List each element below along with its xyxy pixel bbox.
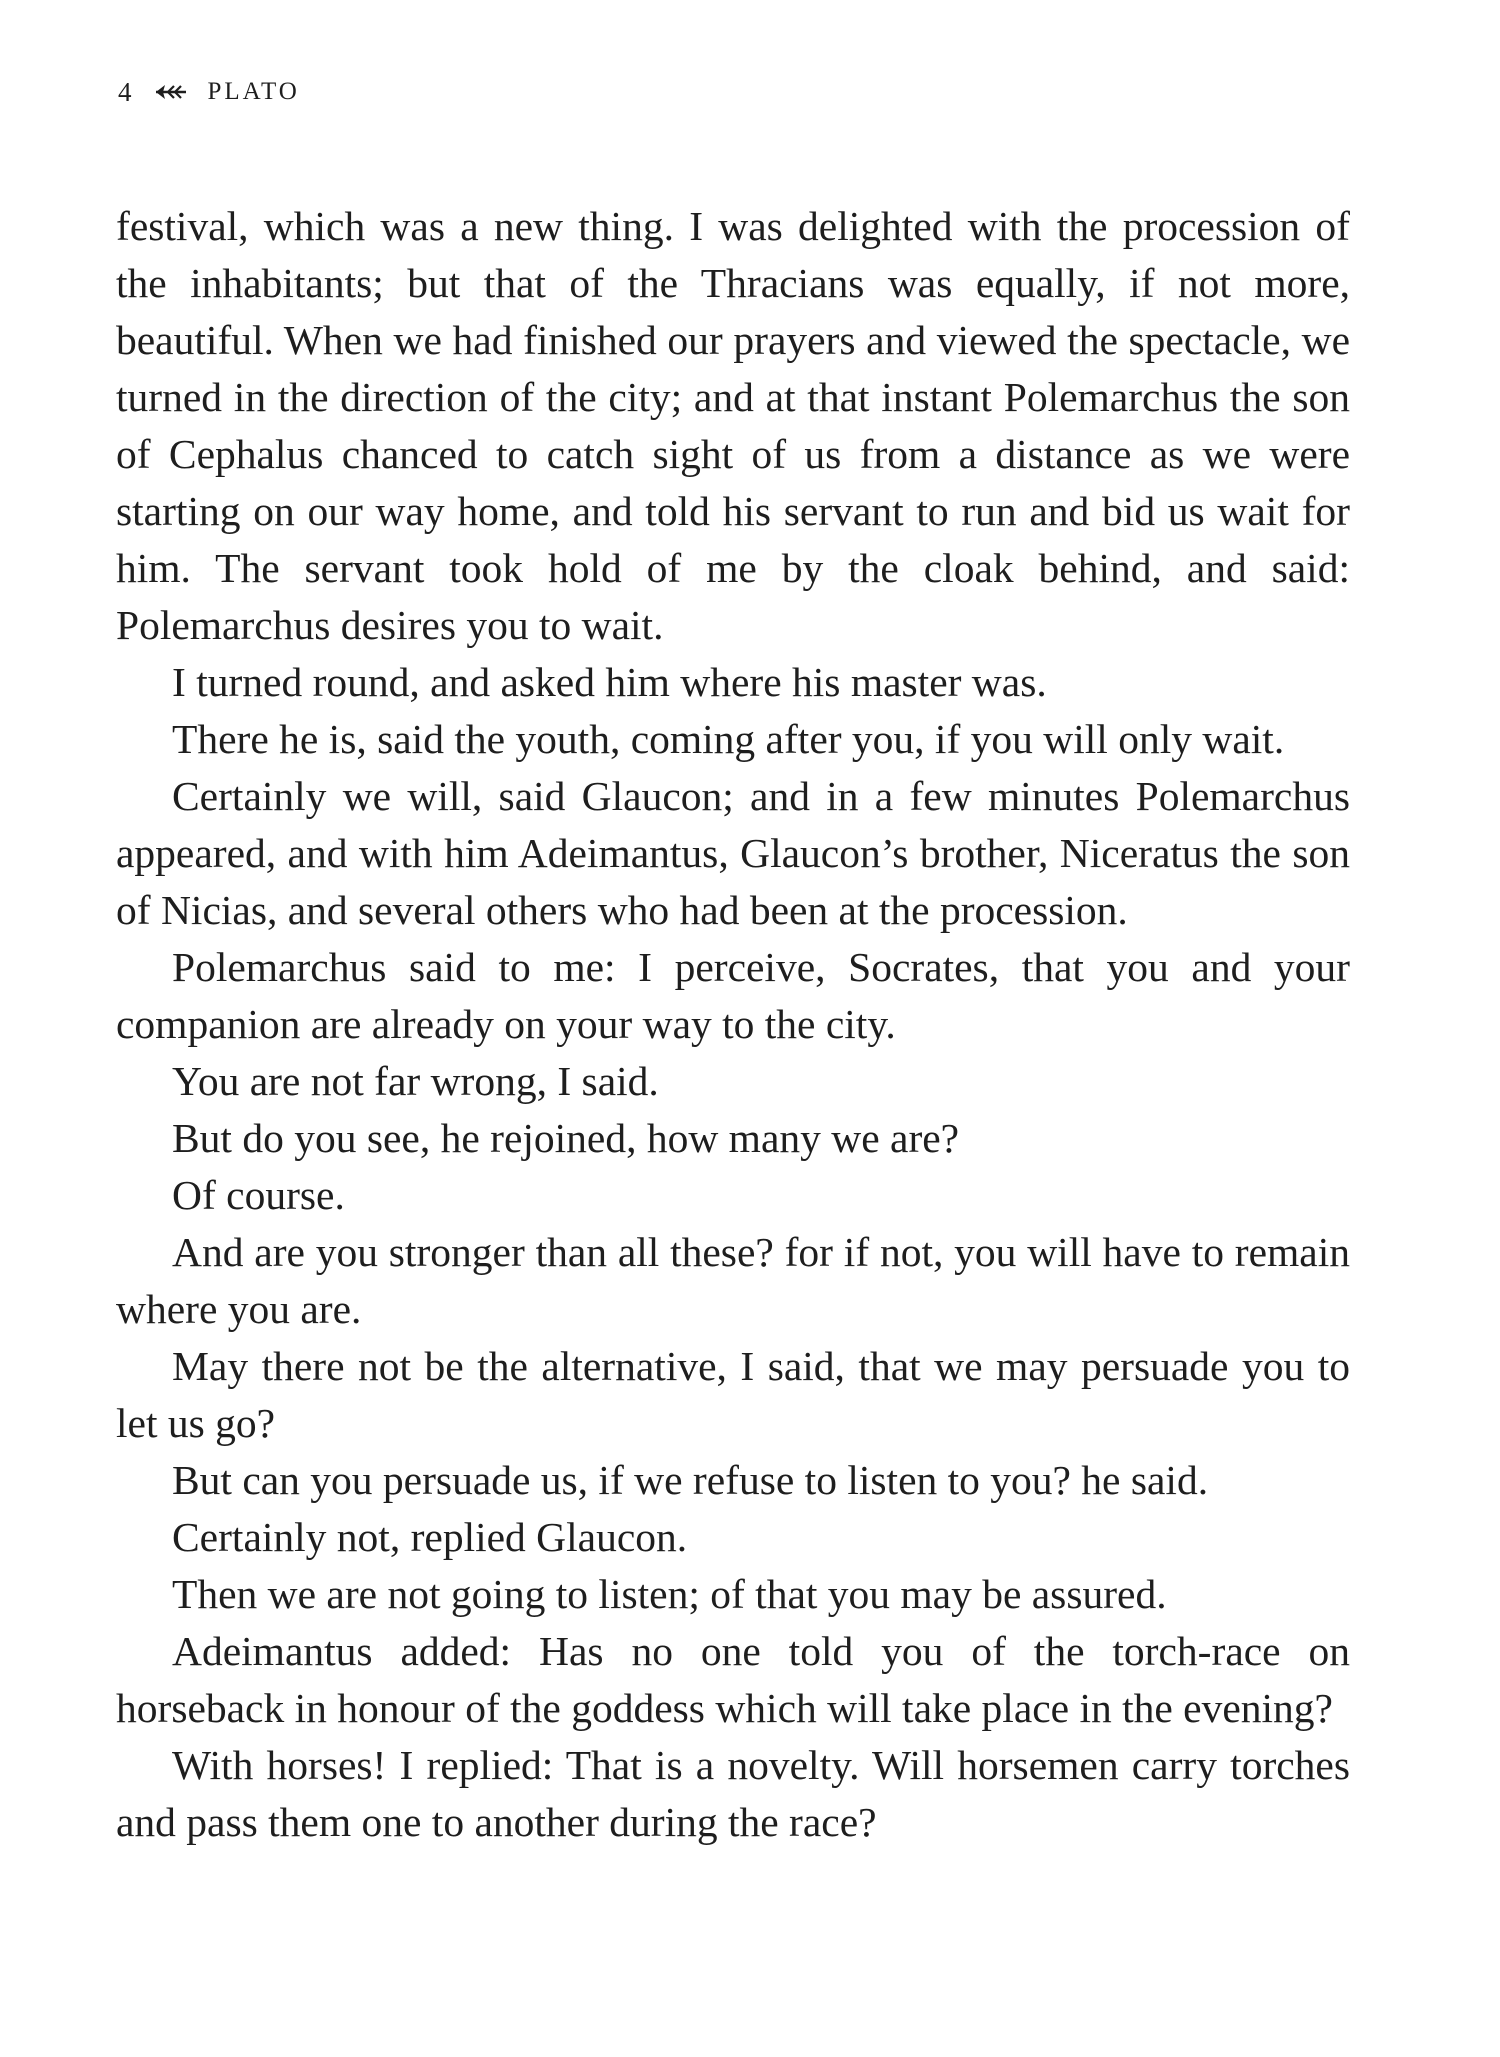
paragraph: May there not be the alternative, I said, that we may persuade you to let us go? [116,1343,1350,1446]
paragraph: Adeimantus added: Has no one told you of the torch-race on horseback in honour of the goddess which will take place in the evening? [116,1628,1350,1731]
page-number: 4 [118,76,132,107]
paragraph: Certainly not, replied Glaucon. [172,1514,688,1560]
paragraph: Then we are not going to listen; of that you may be assured. [172,1571,1167,1617]
running-head [118,72,300,112]
paragraph: With horses! I replied: That is a novelty. Will horsemen carry torches and pass them one to another during the race? [116,1742,1350,1845]
paragraph: There he is, said the youth, coming after you, if you will only wait. [172,716,1285,762]
leaf-arrow-ornament-icon [154,82,188,102]
running-head-author: PLATO [207,78,300,105]
paragraph: But do you see, he rejoined, how many we are? [172,1115,960,1161]
paragraph: Certainly we will, said Glaucon; and in a few minutes Polemarchus appeared, and with him Adeimantus, Glaucon’s brother, Niceratus the son of Nicias, and several others who had been at the procession. [116,773,1350,933]
paragraph: I turned round, and asked him where his master was. [172,659,1047,705]
paragraph: Polemarchus said to me: I perceive, Socrates, that you and your companion are already on your way to the city. [116,944,1350,1047]
paragraph: Of course. [172,1172,345,1218]
paragraph: And are you stronger than all these? for if not, you will have to remain where you are. [116,1229,1350,1332]
paragraph: You are not far wrong, I said. [172,1058,659,1104]
body-text [116,198,1350,1851]
paragraph: But can you persuade us, if we refuse to listen to you? he said. [172,1457,1209,1503]
paragraph: festival, which was a new thing. I was delighted with the procession of the inhabitants; but that of the Thracians was equally, if not more, beautiful. When we had finished our prayers and viewed the spectacle, we turned in the direction of the city; and at that instant Polemarchus the son of Cephalus chanced to catch sight of us from a distance as we were starting on our way home, and told his servant to run and bid us wait for him. The servant took hold of me by the cloak behind, and said: Polemarchus desires you to wait. [116,203,1350,648]
